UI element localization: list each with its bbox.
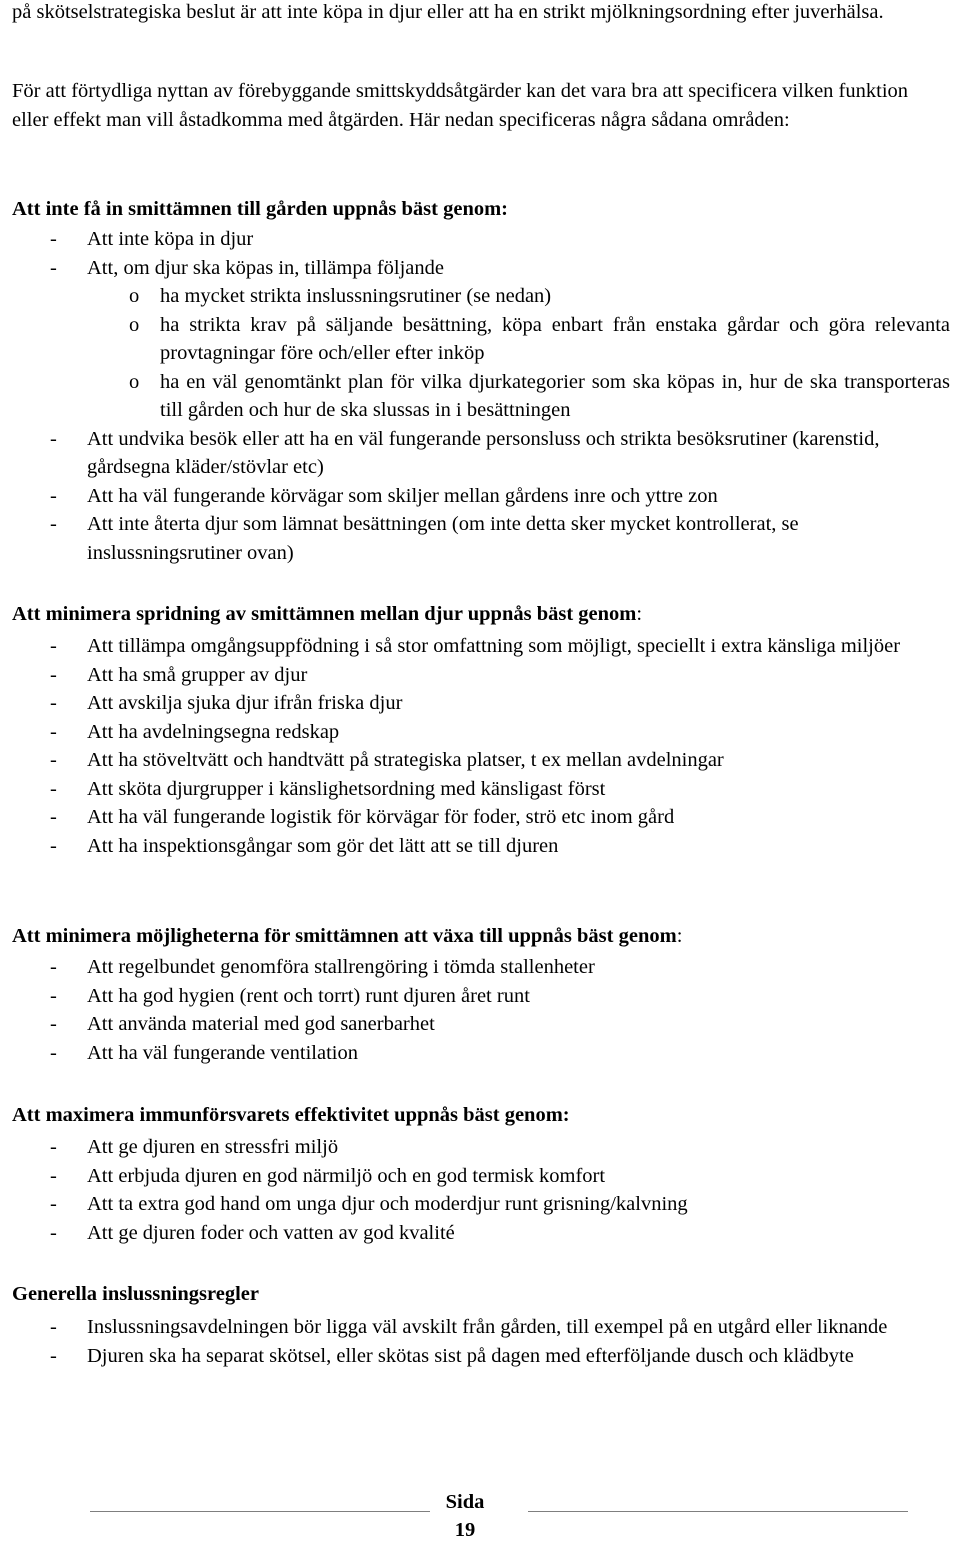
dash-marker: - xyxy=(50,484,57,507)
section-heading-colon: : xyxy=(636,603,643,625)
dash-marker: - xyxy=(50,228,57,250)
section-heading-text: Att minimera möjligheterna för smittämnen att växa till uppnås bäst genom xyxy=(12,925,677,947)
list-item: - Att ge djuren foder och vatten av god kvalité xyxy=(12,1219,950,1248)
list-item: - Att ha väl fungerande logistik för körvägar för foder, strö etc inom gård xyxy=(12,803,950,832)
list-item: - Att avskilja sjuka djur ifrån friska djur xyxy=(12,689,950,718)
dash-marker: - xyxy=(50,427,57,450)
list-item: - Att regelbundet genomföra stallrengöring i tömda stallenheter xyxy=(12,953,950,982)
dash-marker: - xyxy=(50,806,57,828)
footer-rule-right xyxy=(528,1511,908,1512)
list-item: - Att tillämpa omgångsuppfödning i så stor omfattning som möjligt, speciellt i extra känsliga miljöer xyxy=(12,632,950,661)
footer-rule-left xyxy=(90,1511,430,1512)
list-item: - Att erbjuda djuren en god närmiljö och en god termisk komfort xyxy=(12,1162,950,1191)
list-item: - Att ha väl fungerande ventilation xyxy=(12,1039,950,1068)
list-item: - Att inte köpa in djur xyxy=(12,225,950,254)
section-heading-colon: : xyxy=(676,925,683,947)
dash-marker: - xyxy=(50,956,57,978)
dash-marker: - xyxy=(50,1193,57,1215)
dash-marker: - xyxy=(50,1136,57,1158)
circle-marker: o xyxy=(129,285,140,307)
section-heading-text: Generella inslussningsregler xyxy=(12,1283,259,1305)
dash-marker: - xyxy=(50,513,57,535)
list-item: - Djuren ska ha separat skötsel, eller skötas sist på dagen med efterföljande dusch och klädbyte xyxy=(12,1342,950,1371)
dash-marker: - xyxy=(50,720,57,743)
dash-marker: - xyxy=(50,663,57,686)
section-heading xyxy=(12,922,682,951)
page-number xyxy=(430,1488,500,1544)
list-item: - Att ha väl fungerande körvägar som skiljer mellan gårdens inre och yttre zon xyxy=(12,482,950,511)
list-item: - Att ha stöveltvätt och handtvätt på strategiska platser, t ex mellan avdelningar xyxy=(12,746,950,775)
page-number-value: 19 xyxy=(454,1519,476,1541)
intro-paragraph-2: För att förtydliga nyttan av förebyggande smittskyddsåtgärder kan det vara bra att specificera vilken funktion eller effekt man vill åstadkomma med åtgärden. Här nedan specificeras några sådana områden: xyxy=(12,80,909,131)
dash-marker: - xyxy=(50,1164,57,1187)
sub-list-item: o ha en väl genomtänkt plan för vilka djurkategorier som ska köpas in, hur de ska transporteras till gården och hur de ska slussas in i besättningen xyxy=(12,368,950,425)
dash-marker: - xyxy=(50,984,57,1007)
list-item: - Att sköta djurgrupper i känslighetsordning med känsligast först xyxy=(12,775,950,804)
section-list xyxy=(12,632,950,860)
section-list xyxy=(12,1313,950,1370)
circle-marker: o xyxy=(129,370,140,393)
dash-marker: - xyxy=(50,256,57,279)
dash-marker: - xyxy=(50,1041,57,1064)
intro-paragraph-1: på skötselstrategiska beslut är att inte köpa in djur eller att ha en strikt mjölkningsordning efter juverhälsa. xyxy=(12,1,884,23)
page-label: Sida xyxy=(445,1491,485,1513)
section-heading xyxy=(12,1280,259,1309)
page-footer xyxy=(0,1488,960,1541)
section-list xyxy=(12,953,950,1067)
list-item: - Att undvika besök eller att ha en väl fungerande personsluss och strikta besöksrutiner (karenstid, gårdsegna kläder/stövlar etc) xyxy=(12,425,950,482)
dash-marker: - xyxy=(50,1013,57,1035)
list-item: - Att ha inspektionsgångar som gör det lätt att se till djuren xyxy=(12,832,950,861)
section-list xyxy=(12,225,950,567)
dash-marker: - xyxy=(50,1316,57,1338)
sub-list-item: o ha mycket strikta inslussningsrutiner (se nedan) xyxy=(12,282,950,311)
list-item: - Att, om djur ska köpas in, tillämpa följande xyxy=(12,254,950,283)
section-heading xyxy=(12,195,508,224)
dash-marker: - xyxy=(50,1344,57,1367)
circle-marker: o xyxy=(129,313,140,336)
list-item: - Att ge djuren en stressfri miljö xyxy=(12,1133,950,1162)
dash-marker: - xyxy=(50,777,57,800)
list-item: - Att använda material med god sanerbarhet xyxy=(12,1010,950,1039)
section-heading-text: Att inte få in smittämnen till gården uppnås bäst genom: xyxy=(12,198,509,220)
list-item: - Att ha god hygien (rent och torrt) runt djuren året runt xyxy=(12,982,950,1011)
list-item: - Inslussningsavdelningen bör ligga väl avskilt från gården, till exempel på en utgård eller liknande xyxy=(12,1313,950,1342)
section-heading xyxy=(12,1101,570,1130)
list-item: - Att inte återta djur som lämnat besättningen (om inte detta sker mycket kontrollerat, se inslussningsrutiner ovan) xyxy=(12,510,950,567)
section-list xyxy=(12,1133,950,1247)
dash-marker: - xyxy=(50,692,57,714)
list-item: - Att ha små grupper av djur xyxy=(12,661,950,690)
dash-marker: - xyxy=(50,834,57,857)
dash-marker: - xyxy=(50,749,57,771)
section-heading xyxy=(12,600,642,629)
list-item: - Att ha avdelningsegna redskap xyxy=(12,718,950,747)
list-item: - Att ta extra god hand om unga djur och moderdjur runt grisning/kalvning xyxy=(12,1190,950,1219)
sub-list-item: o ha strikta krav på säljande besättning, köpa enbart från enstaka gårdar och göra relevanta provtagningar före och/eller efter inköp xyxy=(12,311,950,368)
section-heading-text: Att minimera spridning av smittämnen mellan djur uppnås bäst genom xyxy=(12,603,637,625)
dash-marker: - xyxy=(50,1221,57,1244)
dash-marker: - xyxy=(50,635,57,657)
section-heading-text: Att maximera immunförsvarets effektivitet uppnås bäst genom: xyxy=(12,1104,570,1126)
